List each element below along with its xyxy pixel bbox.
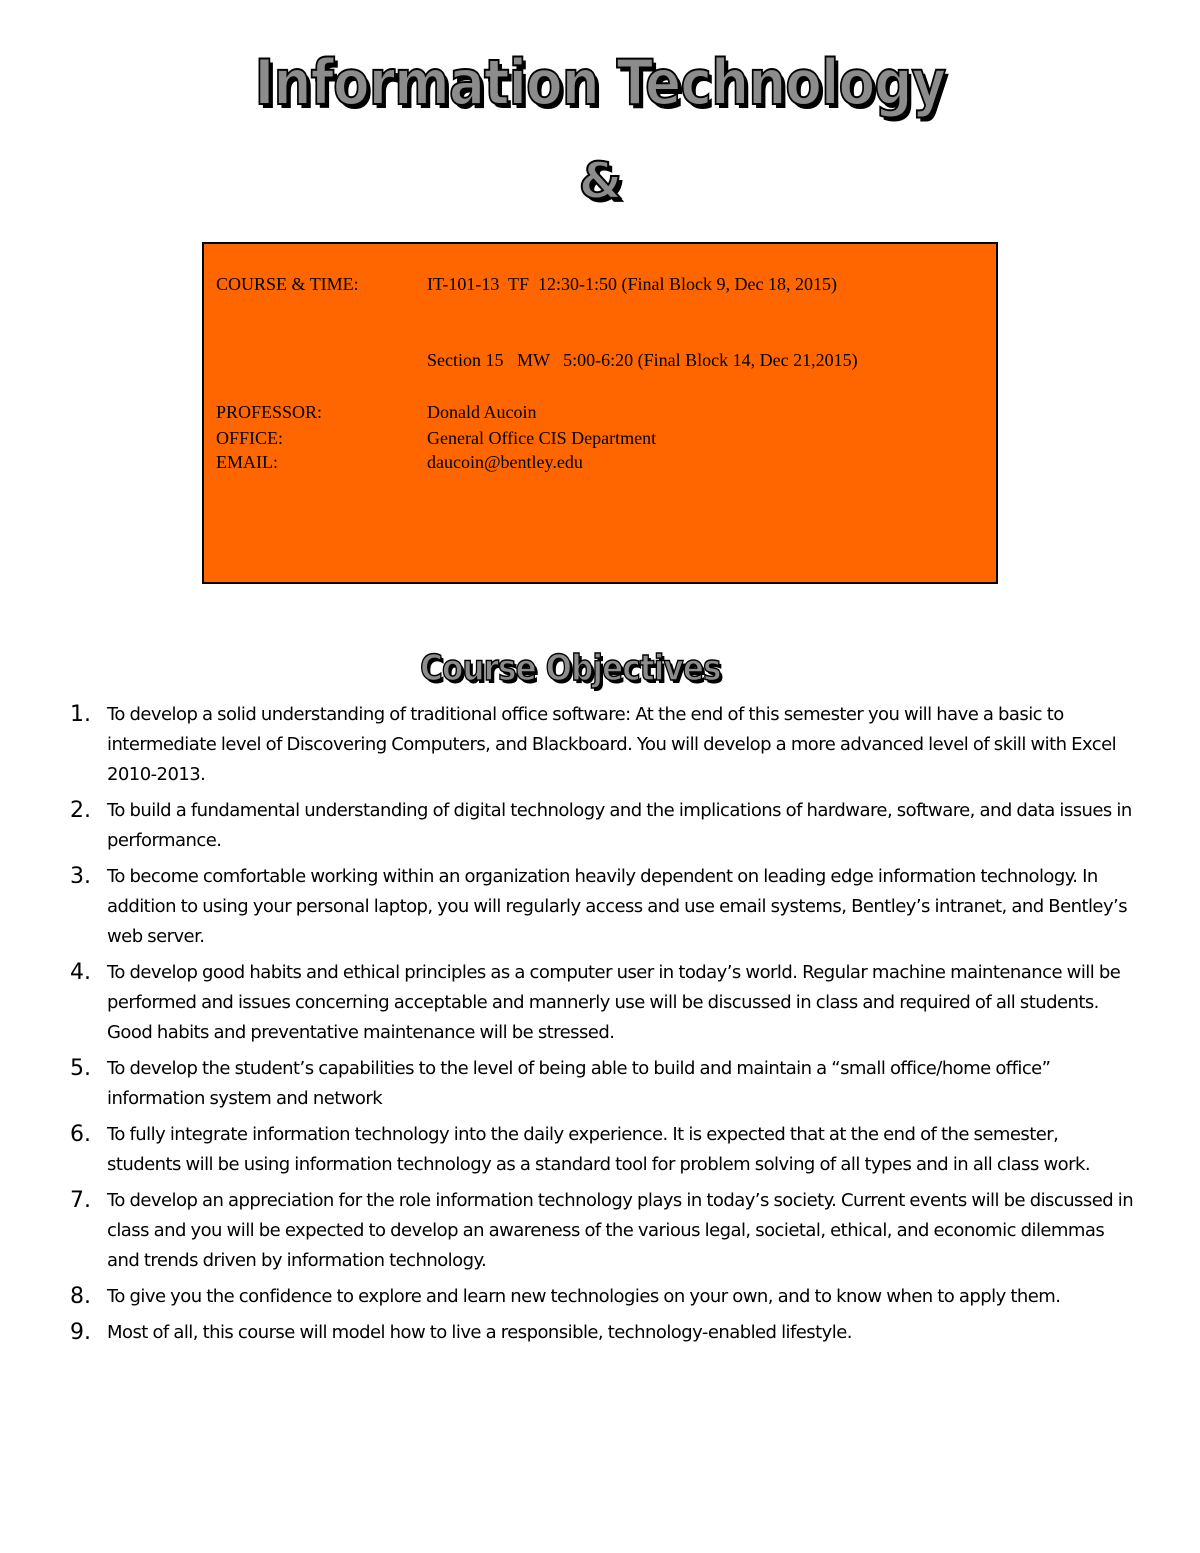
list-item [66,1120,1136,1180]
course-time-value: IT-101-13 TF 12:30-1:50 (Final Block 9, Dec 18, 2015) [427,274,837,294]
list-item-number: 7. [70,1188,91,1213]
list-item-number: 5. [70,1056,91,1081]
email-label: EMAIL: [216,452,278,472]
course-info-box [202,242,998,584]
list-item-number: 9. [70,1320,91,1345]
list-item-text: To develop a solid understanding of traditional office software: At the end of this semester you will have a basic to intermediate level of Discovering Computers, and Blackboard. You will develop a more advanced level of skill with Excel 2010-2013. [107,704,1117,785]
list-item [66,958,1136,1048]
list-item [66,1186,1136,1276]
course-time-row [216,272,984,296]
email-row [216,450,984,474]
list-item-text: To develop the student’s capabilities to the level of being able to build and maintain a “small office/home office” information system and network [107,1058,1051,1109]
page-title: Information Technology [254,46,946,119]
list-item-number: 8. [70,1284,91,1309]
list-item-number: 3. [70,864,91,889]
list-item-text: To fully integrate information technology into the daily experience. It is expected that at the end of the semester, students will be using information technology as a standard tool for problem solving of all types and in all class work. [107,1124,1091,1175]
office-row [216,426,984,450]
list-item-text: Most of all, this course will model how to live a responsible, technology-enabled lifestyle. [107,1322,852,1343]
section-row [216,348,984,372]
list-item-text: To build a fundamental understanding of digital technology and the implications of hardware, software, and data issues in performance. [107,800,1132,851]
course-time-label: COURSE & TIME: [216,274,359,294]
list-item [66,862,1136,952]
professor-label: PROFESSOR: [216,402,323,422]
office-value: General Office CIS Department [427,428,657,448]
professor-row [216,400,984,424]
email-value: daucoin@bentley.edu [427,452,583,472]
objectives-list [66,700,1136,1354]
title-ampersand: & [578,152,622,210]
list-item [66,1282,1136,1312]
objectives-heading: Course Objectives [420,648,721,689]
list-item-number: 6. [70,1122,91,1147]
list-item [66,1318,1136,1348]
list-item-text: To become comfortable working within an organization heavily dependent on leading edge information technology. In addition to using your personal laptop, you will regularly access and use email systems, Bentley’s intranet, and Bentley’s web server. [107,866,1128,947]
list-item-number: 4. [70,960,91,985]
list-item-number: 1. [70,702,91,727]
list-item-text: To develop an appreciation for the role information technology plays in today’s society. Current events will be discussed in class and you will be expected to develop an awareness of the various legal, societal, ethical, and economic dilemmas and trends driven by information technology. [107,1190,1134,1271]
list-item-text: To give you the confidence to explore and learn new technologies on your own, and to know when to apply them. [107,1286,1061,1307]
professor-value: Donald Aucoin [427,402,537,422]
list-item [66,700,1136,790]
section-value: Section 15 MW 5:00-6:20 (Final Block 14, Dec 21,2015) [427,350,858,370]
office-label: OFFICE: [216,428,284,448]
list-item [66,796,1136,856]
list-item-text: To develop good habits and ethical principles as a computer user in today’s world. Regular machine maintenance will be performed and issues concerning acceptable and mannerly use will be discussed in class and required of all students. Good habits and preventative maintenance will be stressed. [107,962,1121,1043]
list-item-number: 2. [70,798,91,823]
list-item [66,1054,1136,1114]
